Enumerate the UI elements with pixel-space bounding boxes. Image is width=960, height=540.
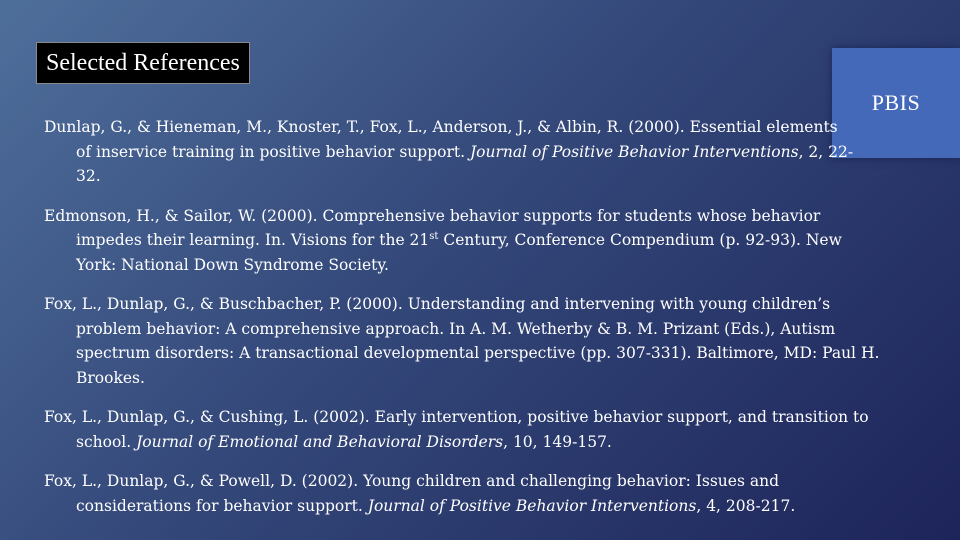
reference-item: [44, 115, 856, 189]
reference-superscript: st: [429, 231, 439, 242]
reference-text: Fox, L., Dunlap, G., & Cushing, L. (2002). Early intervention, positive behavior support, and transition to school.: [44, 408, 869, 451]
slide-title: Selected References: [36, 42, 250, 84]
reference-item: [44, 469, 884, 518]
reference-volume-pages: , 2, 22-32.: [76, 142, 854, 185]
reference-volume-pages: , 4, 208-217.: [696, 496, 796, 515]
reference-journal: Journal of Positive Behavior Interventions: [469, 142, 799, 161]
reference-item: [44, 405, 884, 454]
reference-volume-pages: , 10, 149-157.: [503, 432, 612, 451]
reference-list: [44, 115, 884, 533]
reference-text: Edmonson, H., & Sailor, W. (2000). Comprehensive behavior supports for students whose behavior impedes their learning. In. Visions for the 21: [44, 206, 821, 249]
pbis-badge: PBIS: [832, 48, 960, 158]
reference-item: [44, 204, 884, 278]
reference-journal: Journal of Positive Behavior Interventions: [367, 496, 697, 515]
reference-item: [44, 292, 884, 390]
reference-text: Fox, L., Dunlap, G., & Buschbacher, P. (2000). Understanding and intervening with young children’s problem behavior: A comprehensive approach. In A. M. Wetherby & B. M. Prizant (Eds.), Autism spectrum disorders: A transactional developmental perspective (pp. 307-331). Baltimore, MD: Paul H. Brookes.: [44, 295, 880, 387]
reference-text: Fox, L., Dunlap, G., & Powell, D. (2002). Young children and challenging behavior: Issues and considerations for behavior support.: [44, 472, 779, 515]
reference-journal: Journal of Emotional and Behavioral Disorders: [136, 432, 504, 451]
reference-text-continued: Century, Conference Compendium (p. 92-93). New York: National Down Syndrome Society.: [76, 231, 842, 274]
reference-text: Dunlap, G., & Hieneman, M., Knoster, T., Fox, L., Anderson, J., & Albin, R. (2000). Essential elements of inservice training in positive behavior support.: [44, 118, 838, 161]
